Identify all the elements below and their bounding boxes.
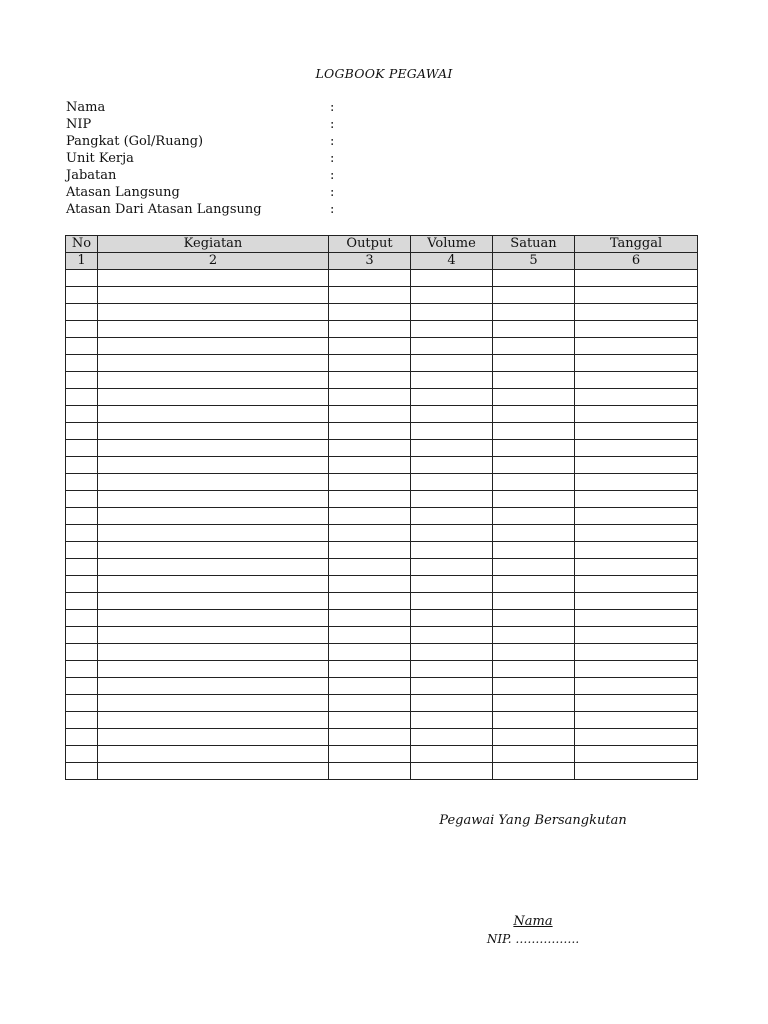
- table-cell: [66, 763, 98, 780]
- column-number: 6: [575, 253, 698, 270]
- table-cell: [493, 627, 575, 644]
- table-cell: [411, 593, 493, 610]
- table-cell: [98, 525, 329, 542]
- field-row-jabatan: [66, 167, 706, 184]
- table-cell: [411, 406, 493, 423]
- table-cell: [411, 746, 493, 763]
- table-cell: [329, 610, 411, 627]
- table-row: [66, 491, 698, 508]
- table-cell: [411, 729, 493, 746]
- table-cell: [493, 304, 575, 321]
- table-cell: [98, 474, 329, 491]
- table-cell: [411, 355, 493, 372]
- field-colon: :: [330, 134, 335, 149]
- table-row: [66, 440, 698, 457]
- field-label: Pangkat (Gol/Ruang): [66, 134, 204, 149]
- table-cell: [411, 644, 493, 661]
- table-cell: [493, 695, 575, 712]
- table-cell: [66, 508, 98, 525]
- table-cell: [329, 542, 411, 559]
- table-row: [66, 729, 698, 746]
- table-cell: [575, 423, 698, 440]
- table-cell: [329, 576, 411, 593]
- table-row: [66, 712, 698, 729]
- table-cell: [575, 270, 698, 287]
- table-row: [66, 372, 698, 389]
- table-cell: [411, 542, 493, 559]
- field-row-nip: [66, 116, 706, 133]
- table-cell: [493, 423, 575, 440]
- field-row-nama: [66, 99, 706, 116]
- table-cell: [98, 321, 329, 338]
- table-cell: [98, 338, 329, 355]
- table-cell: [575, 287, 698, 304]
- table-cell: [329, 321, 411, 338]
- field-colon: :: [330, 100, 335, 115]
- field-colon: :: [330, 168, 335, 183]
- signature-name: Nama: [513, 914, 553, 929]
- table-cell: [98, 729, 329, 746]
- field-label: Atasan Langsung: [66, 185, 180, 200]
- table-cell: [98, 559, 329, 576]
- table-cell: [493, 763, 575, 780]
- table-cell: [98, 491, 329, 508]
- table-cell: [98, 508, 329, 525]
- table-cell: [411, 474, 493, 491]
- field-row-atasan-langsung: [66, 184, 706, 201]
- column-header-output: Output: [329, 236, 411, 253]
- column-header-kegiatan: Kegiatan: [98, 236, 329, 253]
- table-cell: [66, 593, 98, 610]
- column-header-tanggal: Tanggal: [575, 236, 698, 253]
- table-cell: [575, 525, 698, 542]
- table-cell: [329, 695, 411, 712]
- table-cell: [411, 508, 493, 525]
- table-cell: [411, 287, 493, 304]
- table-cell: [66, 321, 98, 338]
- table-cell: [329, 491, 411, 508]
- table-row: [66, 542, 698, 559]
- table-cell: [411, 270, 493, 287]
- table-cell: [66, 695, 98, 712]
- table-cell: [493, 321, 575, 338]
- table-cell: [66, 304, 98, 321]
- table-row: [66, 287, 698, 304]
- table-cell: [66, 457, 98, 474]
- table-cell: [493, 406, 575, 423]
- table-cell: [329, 406, 411, 423]
- table-cell: [575, 661, 698, 678]
- column-number-row: [66, 253, 698, 270]
- document-title: LOGBOOK PEGAWAI: [315, 66, 453, 81]
- table-cell: [575, 457, 698, 474]
- table-cell: [575, 304, 698, 321]
- table-cell: [66, 372, 98, 389]
- table-cell: [493, 525, 575, 542]
- table-cell: [329, 678, 411, 695]
- table-cell: [575, 406, 698, 423]
- table-cell: [98, 763, 329, 780]
- table-row: [66, 406, 698, 423]
- table-row: [66, 355, 698, 372]
- table-cell: [575, 593, 698, 610]
- table-cell: [493, 508, 575, 525]
- table-cell: [411, 304, 493, 321]
- table-cell: [329, 270, 411, 287]
- column-number: 5: [493, 253, 575, 270]
- table-cell: [66, 474, 98, 491]
- table-cell: [329, 729, 411, 746]
- table-cell: [66, 406, 98, 423]
- table-header: [66, 236, 698, 270]
- table-cell: [98, 661, 329, 678]
- field-label: Nama: [66, 100, 106, 115]
- table-cell: [493, 372, 575, 389]
- table-cell: [98, 627, 329, 644]
- table-cell: [493, 457, 575, 474]
- field-label: Atasan Dari Atasan Langsung: [66, 202, 262, 217]
- table-cell: [329, 389, 411, 406]
- signature-caption: Pegawai Yang Bersangkutan: [439, 813, 627, 828]
- table-cell: [411, 559, 493, 576]
- column-number: 1: [66, 253, 98, 270]
- column-header-volume: Volume: [411, 236, 493, 253]
- table-cell: [98, 576, 329, 593]
- table-cell: [575, 763, 698, 780]
- table-cell: [329, 355, 411, 372]
- table-cell: [329, 525, 411, 542]
- table-cell: [66, 559, 98, 576]
- table-cell: [66, 661, 98, 678]
- table-cell: [493, 678, 575, 695]
- table-row: [66, 610, 698, 627]
- table-cell: [329, 712, 411, 729]
- table-cell: [98, 695, 329, 712]
- column-number: 4: [411, 253, 493, 270]
- field-label: Unit Kerja: [66, 151, 134, 166]
- table-cell: [329, 559, 411, 576]
- table-cell: [66, 355, 98, 372]
- table-cell: [411, 440, 493, 457]
- table-cell: [493, 355, 575, 372]
- table-cell: [66, 423, 98, 440]
- table-cell: [575, 678, 698, 695]
- table-cell: [575, 338, 698, 355]
- table-cell: [329, 372, 411, 389]
- table-cell: [575, 559, 698, 576]
- field-label: Jabatan: [66, 168, 117, 183]
- table-cell: [66, 729, 98, 746]
- table-cell: [98, 457, 329, 474]
- table-cell: [493, 270, 575, 287]
- table-cell: [66, 678, 98, 695]
- table-cell: [98, 270, 329, 287]
- table-cell: [575, 712, 698, 729]
- table-row: [66, 593, 698, 610]
- table-cell: [493, 559, 575, 576]
- table-cell: [66, 610, 98, 627]
- table-cell: [575, 746, 698, 763]
- table-cell: [66, 338, 98, 355]
- table-cell: [98, 610, 329, 627]
- table-cell: [98, 542, 329, 559]
- table-cell: [329, 304, 411, 321]
- table-cell: [98, 372, 329, 389]
- table-cell: [493, 610, 575, 627]
- table-row: [66, 678, 698, 695]
- table-cell: [575, 372, 698, 389]
- table-row: [66, 304, 698, 321]
- table-cell: [329, 593, 411, 610]
- table-row: [66, 559, 698, 576]
- table-cell: [329, 440, 411, 457]
- table-cell: [493, 644, 575, 661]
- signature-nip: NIP. …………….: [486, 932, 580, 946]
- table-body: [66, 270, 698, 780]
- table-cell: [329, 746, 411, 763]
- table-row: [66, 525, 698, 542]
- table-cell: [329, 644, 411, 661]
- table-cell: [411, 695, 493, 712]
- field-row-pangkat: [66, 133, 706, 150]
- table-cell: [66, 627, 98, 644]
- table-cell: [329, 338, 411, 355]
- table-cell: [493, 440, 575, 457]
- table-cell: [575, 355, 698, 372]
- table-cell: [575, 474, 698, 491]
- table-cell: [575, 644, 698, 661]
- table-cell: [493, 661, 575, 678]
- table-cell: [98, 389, 329, 406]
- table-cell: [411, 661, 493, 678]
- table-cell: [493, 338, 575, 355]
- table-cell: [493, 576, 575, 593]
- table-row: [66, 423, 698, 440]
- table-cell: [493, 389, 575, 406]
- table-row: [66, 661, 698, 678]
- table-cell: [98, 304, 329, 321]
- table-cell: [575, 576, 698, 593]
- table-cell: [575, 627, 698, 644]
- table-cell: [66, 491, 98, 508]
- field-colon: :: [330, 202, 335, 217]
- table-cell: [329, 627, 411, 644]
- table-cell: [411, 610, 493, 627]
- column-header-no: No: [66, 236, 98, 253]
- table-cell: [575, 440, 698, 457]
- table-cell: [66, 712, 98, 729]
- table-cell: [411, 389, 493, 406]
- field-colon: :: [330, 117, 335, 132]
- table-cell: [98, 423, 329, 440]
- header-row: [66, 236, 698, 253]
- table-cell: [575, 695, 698, 712]
- table-cell: [493, 746, 575, 763]
- table-cell: [411, 491, 493, 508]
- table-row: [66, 763, 698, 780]
- table-cell: [493, 712, 575, 729]
- table-cell: [66, 576, 98, 593]
- table-cell: [329, 763, 411, 780]
- table-cell: [411, 576, 493, 593]
- logbook-table: [65, 235, 698, 780]
- table-cell: [493, 491, 575, 508]
- table-cell: [329, 508, 411, 525]
- table-cell: [411, 525, 493, 542]
- field-label: NIP: [66, 117, 92, 132]
- table-cell: [575, 508, 698, 525]
- table-cell: [66, 746, 98, 763]
- field-row-unit-kerja: [66, 150, 706, 167]
- table-cell: [411, 338, 493, 355]
- table-cell: [575, 389, 698, 406]
- table-row: [66, 389, 698, 406]
- employee-fields: [66, 99, 706, 218]
- table-cell: [98, 287, 329, 304]
- table-cell: [411, 321, 493, 338]
- table-cell: [98, 712, 329, 729]
- table-cell: [411, 457, 493, 474]
- table-cell: [66, 542, 98, 559]
- table-cell: [98, 644, 329, 661]
- table-row: [66, 627, 698, 644]
- table-cell: [575, 321, 698, 338]
- table-cell: [329, 661, 411, 678]
- table-cell: [329, 457, 411, 474]
- table-cell: [66, 389, 98, 406]
- column-number: 3: [329, 253, 411, 270]
- table-row: [66, 270, 698, 287]
- table-cell: [329, 423, 411, 440]
- table-cell: [66, 440, 98, 457]
- table-cell: [411, 763, 493, 780]
- table-cell: [66, 525, 98, 542]
- table-cell: [98, 440, 329, 457]
- table-cell: [575, 491, 698, 508]
- table-cell: [98, 593, 329, 610]
- table-cell: [493, 729, 575, 746]
- table-cell: [66, 270, 98, 287]
- table-cell: [66, 644, 98, 661]
- table-cell: [329, 474, 411, 491]
- table-row: [66, 321, 698, 338]
- table-cell: [98, 678, 329, 695]
- table-cell: [98, 355, 329, 372]
- table-cell: [66, 287, 98, 304]
- table-cell: [411, 712, 493, 729]
- column-number: 2: [98, 253, 329, 270]
- table-cell: [493, 593, 575, 610]
- table-cell: [493, 287, 575, 304]
- table-row: [66, 508, 698, 525]
- table-cell: [493, 474, 575, 491]
- table-cell: [411, 627, 493, 644]
- table-cell: [575, 610, 698, 627]
- field-colon: :: [330, 151, 335, 166]
- table-cell: [493, 542, 575, 559]
- table-cell: [329, 287, 411, 304]
- field-row-atasan-dari-atasan: [66, 201, 706, 218]
- table-row: [66, 338, 698, 355]
- table-row: [66, 576, 698, 593]
- table-cell: [98, 746, 329, 763]
- table-row: [66, 746, 698, 763]
- table-cell: [411, 423, 493, 440]
- table-cell: [98, 406, 329, 423]
- field-colon: :: [330, 185, 335, 200]
- table-row: [66, 644, 698, 661]
- column-header-satuan: Satuan: [493, 236, 575, 253]
- table-row: [66, 474, 698, 491]
- table-cell: [411, 372, 493, 389]
- table-cell: [411, 678, 493, 695]
- table-row: [66, 457, 698, 474]
- table-cell: [575, 542, 698, 559]
- table-cell: [575, 729, 698, 746]
- table-row: [66, 695, 698, 712]
